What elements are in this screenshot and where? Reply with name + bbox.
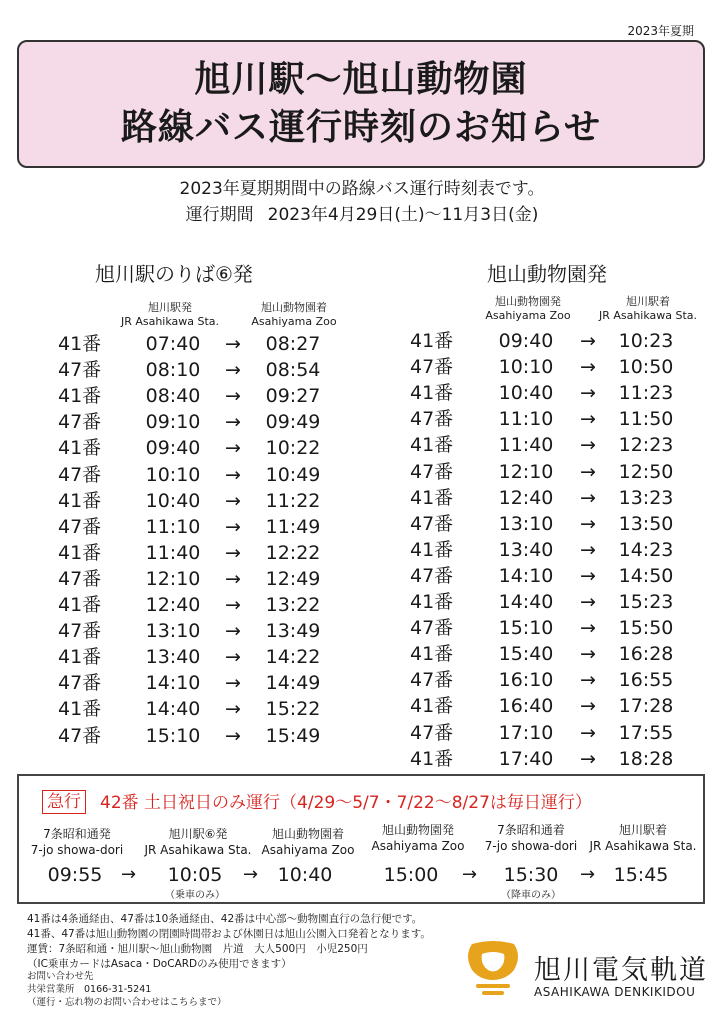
route-number: 41番 bbox=[410, 538, 454, 561]
contact-office: 共栄営業所 0166-31-5241 bbox=[27, 984, 152, 995]
left-section-title: 旭川駅のりば⑥発 bbox=[95, 262, 253, 286]
exp-in-stop-1-en: Asahiyama Zoo bbox=[371, 839, 465, 853]
table-row bbox=[410, 380, 710, 406]
arrow-icon: → bbox=[580, 591, 596, 613]
arrow-icon: → bbox=[580, 512, 596, 535]
exp-in-stop-3-ja: 旭川駅着 bbox=[618, 823, 667, 837]
departure-time: 16:40 bbox=[498, 695, 554, 718]
right-arr-header bbox=[590, 295, 706, 323]
departure-time: 12:10 bbox=[145, 567, 201, 590]
route-number: 41番 bbox=[410, 643, 454, 666]
right-arr-header-en: JR Asahikawa Sta. bbox=[598, 309, 698, 322]
company-name: 旭川電気軌道 bbox=[534, 955, 708, 986]
right-arr-header-ja: 旭川駅着 bbox=[626, 295, 670, 308]
table-row bbox=[410, 459, 710, 485]
exp-in-stop-2-en: 7-jo showa-dori bbox=[484, 839, 578, 853]
arrow-icon: → bbox=[225, 594, 241, 616]
arrow-icon: → bbox=[225, 620, 241, 643]
arrow-icon: → bbox=[580, 747, 596, 770]
route-number: 41番 bbox=[58, 385, 102, 408]
departure-time: 11:40 bbox=[145, 541, 201, 564]
route-number: 47番 bbox=[410, 721, 454, 744]
route-number: 47番 bbox=[410, 408, 454, 431]
departure-time: 12:40 bbox=[498, 486, 554, 509]
arrow-icon: → bbox=[580, 538, 596, 561]
operation-period bbox=[186, 202, 539, 228]
table-row bbox=[410, 589, 710, 615]
departure-time: 15:10 bbox=[498, 617, 554, 640]
table-row bbox=[58, 618, 358, 644]
route-number: 47番 bbox=[410, 356, 454, 379]
exp-in-stop-2-ja: 7条昭和通着 bbox=[497, 823, 565, 837]
table-row bbox=[58, 357, 358, 383]
exp-in-arrow-2: → bbox=[580, 864, 596, 885]
route-number: 47番 bbox=[58, 359, 102, 382]
left-dep-header bbox=[110, 301, 230, 329]
arrow-icon: → bbox=[580, 669, 596, 692]
left-arr-header-en: Asahiyama Zoo bbox=[251, 315, 337, 328]
title-banner bbox=[17, 40, 705, 168]
arrival-time: 12:49 bbox=[265, 567, 321, 590]
arrow-icon: → bbox=[225, 724, 241, 747]
table-row bbox=[58, 409, 358, 435]
arrival-time: 14:49 bbox=[265, 672, 321, 695]
arrow-icon: → bbox=[225, 515, 241, 538]
departure-time: 10:10 bbox=[498, 356, 554, 379]
arrival-time: 09:27 bbox=[265, 385, 321, 408]
table-row bbox=[58, 644, 358, 670]
route-number: 41番 bbox=[410, 486, 454, 509]
departure-time: 15:40 bbox=[498, 643, 554, 666]
note-line: 41番、47番は旭山動物園の閉園時間帯および休園日は旭山公園入口発着となります。 bbox=[27, 928, 431, 940]
left-arr-header bbox=[236, 301, 352, 329]
arrow-icon: → bbox=[580, 695, 596, 718]
exp-in-stop-2 bbox=[474, 822, 588, 854]
departure-time: 10:40 bbox=[145, 489, 201, 512]
arrival-time: 16:28 bbox=[618, 643, 674, 666]
table-row bbox=[58, 566, 358, 592]
departure-time: 11:10 bbox=[498, 408, 554, 431]
exp-out-stop-3-ja: 旭山動物園着 bbox=[271, 827, 344, 841]
exp-out-time-1: 09:55 bbox=[47, 864, 103, 886]
left-arr-header-ja: 旭山動物園着 bbox=[261, 301, 327, 314]
express-badge: 急行 bbox=[42, 790, 86, 814]
route-number: 47番 bbox=[410, 512, 454, 535]
table-row bbox=[58, 462, 358, 488]
table-row bbox=[410, 641, 710, 667]
table-row bbox=[410, 746, 710, 772]
departure-time: 11:10 bbox=[145, 515, 201, 538]
exp-in-stop-3 bbox=[588, 822, 698, 854]
route-number: 41番 bbox=[58, 333, 102, 355]
table-row bbox=[410, 563, 710, 589]
company-logo-icon bbox=[462, 940, 524, 998]
route-number: 47番 bbox=[58, 620, 102, 643]
table-row bbox=[410, 432, 710, 458]
table-row bbox=[58, 723, 358, 749]
table-row bbox=[58, 331, 358, 357]
table-row bbox=[410, 720, 710, 746]
arrival-time: 09:49 bbox=[265, 411, 321, 434]
arrival-time: 12:22 bbox=[265, 541, 321, 564]
route-number: 47番 bbox=[58, 724, 102, 747]
table-row bbox=[410, 406, 710, 432]
exp-out-stop-3-en: Asahiyama Zoo bbox=[261, 843, 355, 857]
arrow-icon: → bbox=[225, 437, 241, 460]
arrival-time: 11:49 bbox=[265, 515, 321, 538]
arrival-time: 13:49 bbox=[265, 620, 321, 643]
period-value: 2023年4月29日(土)〜11月3日(金) bbox=[267, 205, 539, 225]
exp-in-stop-1-ja: 旭山動物園発 bbox=[381, 823, 454, 837]
departure-time: 08:40 bbox=[145, 385, 201, 408]
notes bbox=[27, 912, 431, 972]
arrival-time: 11:23 bbox=[618, 382, 674, 405]
route-number: 47番 bbox=[410, 460, 454, 483]
arrival-time: 11:22 bbox=[265, 489, 321, 512]
exp-out-note: （乗車のみ） bbox=[165, 890, 225, 901]
route-number: 47番 bbox=[58, 411, 102, 434]
departure-time: 13:10 bbox=[498, 512, 554, 535]
departure-time: 14:10 bbox=[498, 564, 554, 587]
arrow-icon: → bbox=[225, 567, 241, 590]
departure-time: 08:10 bbox=[145, 359, 201, 382]
left-dep-header-ja: 旭川駅発 bbox=[148, 301, 192, 314]
route-number: 41番 bbox=[410, 330, 454, 352]
right-section-title: 旭山動物園発 bbox=[487, 262, 607, 286]
right-dep-header-ja: 旭山動物園発 bbox=[495, 295, 561, 308]
arrival-time: 08:27 bbox=[265, 333, 321, 355]
departure-time: 09:40 bbox=[145, 437, 201, 460]
departure-time: 13:40 bbox=[498, 538, 554, 561]
arrow-icon: → bbox=[225, 698, 241, 721]
exp-out-stop-2 bbox=[138, 826, 258, 858]
route-number: 41番 bbox=[410, 747, 454, 770]
arrow-icon: → bbox=[225, 333, 241, 355]
route-number: 47番 bbox=[58, 463, 102, 486]
table-row bbox=[410, 354, 710, 380]
departure-time: 16:10 bbox=[498, 669, 554, 692]
departure-time: 17:10 bbox=[498, 721, 554, 744]
arrival-time: 10:49 bbox=[265, 463, 321, 486]
arrival-time: 13:22 bbox=[265, 594, 321, 616]
arrival-time: 12:23 bbox=[618, 434, 674, 457]
arrival-time: 10:23 bbox=[618, 330, 674, 352]
table-row bbox=[410, 537, 710, 563]
exp-in-arrow-1: → bbox=[462, 864, 478, 885]
exp-out-stop-1-en: 7-jo showa-dori bbox=[30, 843, 124, 857]
exp-in-time-1: 15:00 bbox=[383, 864, 439, 886]
arrow-icon: → bbox=[580, 330, 596, 352]
table-row bbox=[58, 435, 358, 461]
arrival-time: 13:23 bbox=[618, 486, 674, 509]
arrival-time: 10:22 bbox=[265, 437, 321, 460]
departure-time: 13:40 bbox=[145, 646, 201, 669]
table-row bbox=[58, 592, 358, 618]
arrival-time: 16:55 bbox=[618, 669, 674, 692]
arrival-time: 17:55 bbox=[618, 721, 674, 744]
arrow-icon: → bbox=[580, 721, 596, 744]
arrow-icon: → bbox=[580, 617, 596, 640]
arrow-icon: → bbox=[225, 359, 241, 382]
table-row bbox=[58, 488, 358, 514]
route-number: 47番 bbox=[410, 669, 454, 692]
arrival-time: 14:23 bbox=[618, 538, 674, 561]
route-number: 47番 bbox=[58, 672, 102, 695]
arrow-icon: → bbox=[580, 434, 596, 457]
route-number: 41番 bbox=[58, 698, 102, 721]
right-dep-header-en: Asahiyama Zoo bbox=[485, 309, 571, 322]
exp-out-time-3: 10:40 bbox=[277, 864, 333, 886]
exp-in-stop-3-en: JR Asahikawa Sta. bbox=[589, 839, 697, 853]
table-row bbox=[58, 540, 358, 566]
arrival-time: 10:50 bbox=[618, 356, 674, 379]
route-number: 47番 bbox=[410, 617, 454, 640]
arrow-icon: → bbox=[225, 489, 241, 512]
table-row bbox=[58, 670, 358, 696]
route-number: 47番 bbox=[58, 567, 102, 590]
arrival-time: 14:50 bbox=[618, 564, 674, 587]
departure-time: 15:10 bbox=[145, 724, 201, 747]
table-row bbox=[410, 615, 710, 641]
arrow-icon: → bbox=[225, 646, 241, 669]
arrow-icon: → bbox=[580, 564, 596, 587]
exp-out-arrow-1: → bbox=[121, 864, 137, 885]
note-line: 41番は4条通経由、47番は10条通経由、42番は中心部〜動物園直行の急行便です。 bbox=[27, 913, 423, 925]
exp-out-time-2: 10:05 bbox=[167, 864, 223, 886]
departure-time: 12:10 bbox=[498, 460, 554, 483]
arrival-time: 15:49 bbox=[265, 724, 321, 747]
title-line-1: 旭川駅〜旭山動物園 bbox=[194, 59, 528, 100]
departure-time: 14:10 bbox=[145, 672, 201, 695]
table-row bbox=[58, 696, 358, 722]
express-description: 42番 土日祝日のみ運行（4/29〜5/7・7/22〜8/27は毎日運行） bbox=[100, 793, 592, 813]
exp-out-stop-2-ja: 旭川駅⑥発 bbox=[168, 827, 228, 841]
table-row bbox=[410, 511, 710, 537]
arrow-icon: → bbox=[225, 411, 241, 434]
departure-time: 10:40 bbox=[498, 382, 554, 405]
exp-out-stop-1 bbox=[22, 826, 132, 858]
season-label: 2023年夏期 bbox=[627, 24, 694, 38]
arrival-time: 15:23 bbox=[618, 591, 674, 613]
title-line-2: 路線バス運行時刻のお知らせ bbox=[121, 107, 601, 148]
arrival-time: 11:50 bbox=[618, 408, 674, 431]
company-name-en: ASAHIKAWA DENKIKIDOU bbox=[534, 985, 696, 999]
arrival-time: 12:50 bbox=[618, 460, 674, 483]
note-line: 運賃：7条昭和通・旭川駅〜旭山動物園 片道 大人500円 小児250円 bbox=[27, 943, 368, 955]
departure-time: 14:40 bbox=[145, 698, 201, 721]
exp-out-stop-1-ja: 7条昭和通発 bbox=[43, 827, 111, 841]
arrow-icon: → bbox=[225, 541, 241, 564]
route-number: 41番 bbox=[410, 382, 454, 405]
departure-time: 17:40 bbox=[498, 747, 554, 770]
table-row bbox=[410, 485, 710, 511]
arrow-icon: → bbox=[580, 486, 596, 509]
departure-time: 09:10 bbox=[145, 411, 201, 434]
route-number: 47番 bbox=[58, 515, 102, 538]
arrow-icon: → bbox=[580, 382, 596, 405]
route-number: 41番 bbox=[58, 437, 102, 460]
note-line: （IC乗車カードはAsaca・DoCARDのみ使用できます） bbox=[27, 958, 292, 970]
arrival-time: 14:22 bbox=[265, 646, 321, 669]
arrival-time: 17:28 bbox=[618, 695, 674, 718]
exp-out-stop-2-en: JR Asahikawa Sta. bbox=[144, 843, 252, 857]
contact-note: （運行・忘れ物のお問い合わせはこちらまで） bbox=[27, 997, 227, 1008]
arrow-icon: → bbox=[225, 463, 241, 486]
table-row bbox=[410, 328, 710, 354]
arrow-icon: → bbox=[225, 385, 241, 408]
arrow-icon: → bbox=[225, 672, 241, 695]
arrival-time: 15:50 bbox=[618, 617, 674, 640]
departure-time: 13:10 bbox=[145, 620, 201, 643]
arrow-icon: → bbox=[580, 356, 596, 379]
exp-in-time-2: 15:30 bbox=[503, 864, 559, 886]
arrival-time: 15:22 bbox=[265, 698, 321, 721]
arrival-time: 08:54 bbox=[265, 359, 321, 382]
departure-time: 11:40 bbox=[498, 434, 554, 457]
departure-time: 09:40 bbox=[498, 330, 554, 352]
route-number: 41番 bbox=[58, 594, 102, 616]
table-row bbox=[58, 383, 358, 409]
route-number: 41番 bbox=[58, 646, 102, 669]
arrival-time: 13:50 bbox=[618, 512, 674, 535]
exp-in-time-3: 15:45 bbox=[613, 864, 669, 886]
departure-time: 14:40 bbox=[498, 591, 554, 613]
route-number: 41番 bbox=[58, 541, 102, 564]
contact-info bbox=[27, 970, 227, 1009]
right-dep-header bbox=[470, 295, 586, 323]
intro-text bbox=[0, 176, 724, 228]
route-number: 41番 bbox=[410, 434, 454, 457]
table-row bbox=[410, 667, 710, 693]
table-row bbox=[58, 514, 358, 540]
arrow-icon: → bbox=[580, 643, 596, 666]
arrival-time: 18:28 bbox=[618, 747, 674, 770]
table-row bbox=[410, 693, 710, 719]
contact-label: お問い合わせ先 bbox=[27, 971, 94, 982]
route-number: 41番 bbox=[58, 489, 102, 512]
exp-in-note: （降車のみ） bbox=[501, 890, 561, 901]
departure-time: 12:40 bbox=[145, 594, 201, 616]
arrow-icon: → bbox=[580, 460, 596, 483]
exp-out-stop-3 bbox=[258, 826, 358, 858]
departure-time: 07:40 bbox=[145, 333, 201, 355]
exp-out-arrow-2: → bbox=[243, 864, 259, 885]
route-number: 47番 bbox=[410, 564, 454, 587]
route-number: 41番 bbox=[410, 591, 454, 613]
intro-line: 2023年夏期期間中の路線バス運行時刻表です。 bbox=[179, 179, 545, 199]
period-label: 運行期間 bbox=[185, 205, 254, 225]
route-number: 41番 bbox=[410, 695, 454, 718]
exp-in-stop-1 bbox=[368, 822, 468, 854]
left-dep-header-en: JR Asahikawa Sta. bbox=[120, 315, 220, 328]
arrow-icon: → bbox=[580, 408, 596, 431]
departure-time: 10:10 bbox=[145, 463, 201, 486]
